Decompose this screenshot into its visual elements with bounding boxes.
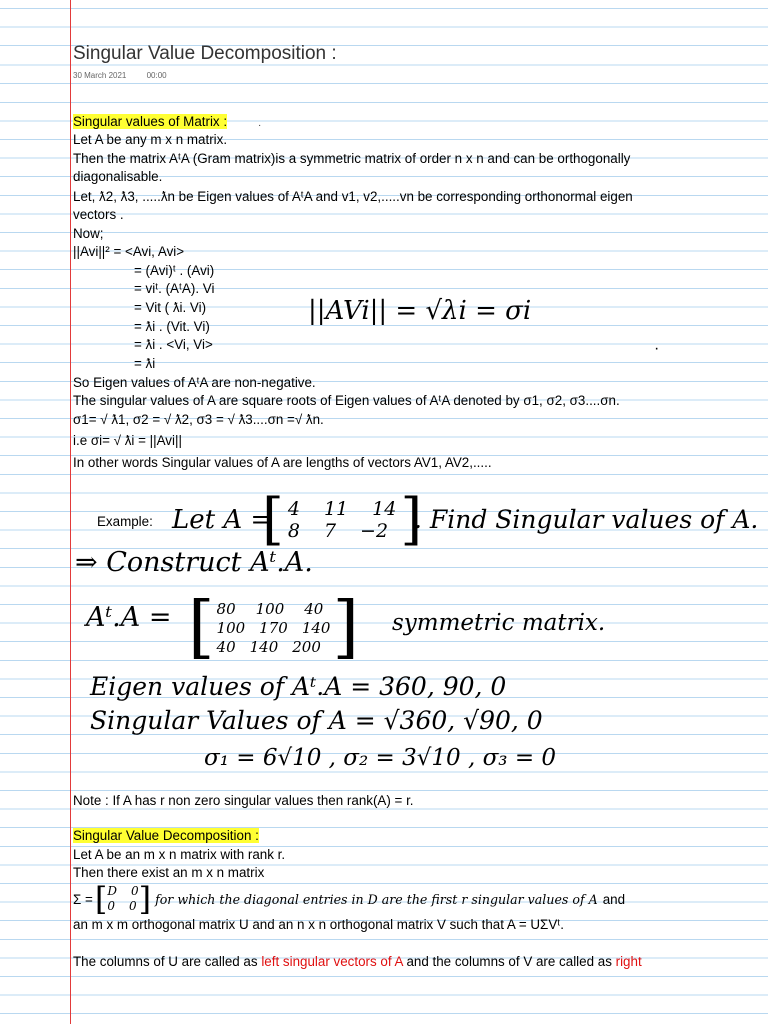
matrix-cell: 140	[249, 637, 279, 656]
section-heading-svd: Singular Value Decomposition :	[73, 828, 259, 843]
matrix-cell: 200	[292, 637, 321, 656]
text-line: Then the matrix AᵗA (Gram matrix)is a symmetric matrix of order n x n and can be orthogonally	[73, 151, 631, 166]
derivation-line: = ƛi . (Vit. Vi)	[134, 319, 210, 334]
matrix-row	[288, 498, 396, 520]
matrix-cell: 100	[216, 618, 246, 637]
bracket-left: [	[262, 487, 284, 552]
singular-vectors-line	[73, 953, 642, 972]
matrix-row	[217, 638, 331, 657]
sigma-prefix: Σ =	[73, 891, 93, 907]
matrix-row	[217, 619, 331, 638]
derivation-line: = Vit ( ƛi. Vi)	[134, 300, 207, 315]
matrix-a-body	[284, 498, 400, 542]
text-fragment: The columns of U are called as	[73, 954, 262, 969]
derivation-line: = (Avi)ᵗ . (Avi)	[134, 263, 215, 278]
matrix-cell: 80	[216, 599, 236, 618]
section-heading-singular-values: Singular values of Matrix :	[73, 114, 228, 129]
matrix-row	[217, 600, 331, 619]
formula-line: σ1= √ ƛ1, σ2 = √ ƛ2, σ3 = √ ƛ3....σn =√ ƛn.	[73, 412, 324, 427]
text-line: Then there exist an m x n matrix	[73, 865, 265, 880]
matrix-cell: 11	[323, 498, 349, 520]
ata-label: Aᵗ.A =	[86, 602, 172, 633]
matrix-cell: 7	[323, 520, 337, 542]
sigma-matrix	[107, 884, 138, 914]
matrix-cell: 40	[216, 637, 236, 656]
bracket-left: [	[188, 588, 215, 667]
symmetric-note: symmetric matrix.	[392, 610, 606, 636]
derivation-line: = ƛi . <Vi, Vi>	[134, 337, 213, 352]
matrix-cell: 140	[301, 618, 331, 637]
ink-dot: ·	[258, 120, 262, 131]
example-label: Example:	[97, 514, 153, 529]
example-matrix-a	[262, 487, 423, 552]
page-time: 00:00	[146, 71, 167, 80]
text-line: The singular values of A are square roots of Eigen values of AᵗA denoted by σ1, σ2, σ3....σn.	[73, 393, 620, 408]
matrix-cell: 170	[259, 618, 288, 637]
matrix-cell: 14	[372, 498, 397, 520]
matrix-row	[107, 884, 138, 899]
matrix-cell: 40	[304, 599, 324, 618]
text-line: diagonalisable.	[73, 169, 163, 184]
matrix-cell: 0	[107, 899, 115, 913]
text-line: Let, ƛ2, ƛ3, .....ƛn be Eigen values of AᵗA and v1, v2,.....vn be corresponding orthonormal eigen	[73, 189, 633, 204]
ata-matrix	[188, 588, 359, 667]
sigma-and: and	[602, 891, 626, 907]
construct-step: ⇒ Construct Aᵗ.A.	[75, 547, 313, 578]
eigen-values-line: Eigen values of Aᵗ.A = 360, 90, 0	[90, 672, 507, 701]
notebook-margin-line	[70, 0, 71, 1024]
rank-note: Note : If A has r non zero singular values then rank(A) = r.	[73, 793, 414, 808]
emphasis-right: right	[615, 954, 642, 969]
singular-values-line: Singular Values of A = √360, √90, 0	[90, 706, 543, 735]
text-fragment: and the columns of V are called as	[402, 954, 616, 969]
ink-dot: ·	[654, 340, 660, 357]
text-line: vectors .	[73, 207, 124, 222]
page-timestamp	[73, 71, 185, 80]
sigma-values-line: σ₁ = 6√10 , σ₂ = 3√10 , σ₃ = 0	[204, 745, 557, 771]
handwritten-norm-note: ||AVi|| = √λi = σi	[308, 296, 532, 326]
text-line: So Eigen values of AᵗA are non-negative.	[73, 375, 316, 390]
matrix-cell: 0	[128, 899, 137, 913]
text-line: In other words Singular values of A are lengths of vectors AV1, AV2,.....	[73, 455, 492, 470]
matrix-cell: 4	[287, 498, 300, 520]
sigma-description: for which the diagonal entries in D are the first r singular values of A	[155, 891, 598, 907]
emphasis-left-singular: left singular vectors of A	[261, 954, 403, 969]
bracket-left: [	[94, 880, 108, 918]
derivation-line: = ƛi	[134, 356, 156, 371]
derivation-line: ||Avi||² = <Avi, Avi>	[73, 244, 185, 259]
text-line: Let A be an m x n matrix with rank r.	[73, 847, 286, 862]
ata-matrix-body	[215, 600, 333, 657]
matrix-cell: 100	[255, 599, 285, 618]
matrix-cell: 0	[130, 884, 139, 898]
matrix-row	[288, 520, 396, 542]
sigma-definition	[73, 880, 625, 918]
matrix-cell: 8	[287, 520, 300, 542]
bracket-right: ]	[138, 880, 152, 918]
matrix-cell: D	[107, 884, 117, 898]
bracket-right: ]	[332, 588, 359, 667]
example-find: . Find Singular values of A.	[414, 505, 759, 534]
page-title: Singular Value Decomposition :	[73, 43, 337, 64]
derivation-line: = viᵗ. (AᵗA). Vi	[134, 281, 215, 296]
matrix-cell: −2	[360, 520, 389, 542]
text-line: an m x m orthogonal matrix U and an n x n orthogonal matrix V such that A = UΣVᵗ.	[73, 917, 564, 932]
example-let-a: Let A =	[172, 505, 273, 535]
page-date: 30 March 2021	[73, 71, 127, 80]
bracket-right: ]	[400, 487, 423, 552]
matrix-row	[107, 899, 138, 914]
text-line: Now;	[73, 226, 104, 241]
text-line: Let A be any m x n matrix.	[73, 132, 228, 147]
formula-line: i.e σi= √ ƛi = ||Avi||	[73, 433, 182, 448]
